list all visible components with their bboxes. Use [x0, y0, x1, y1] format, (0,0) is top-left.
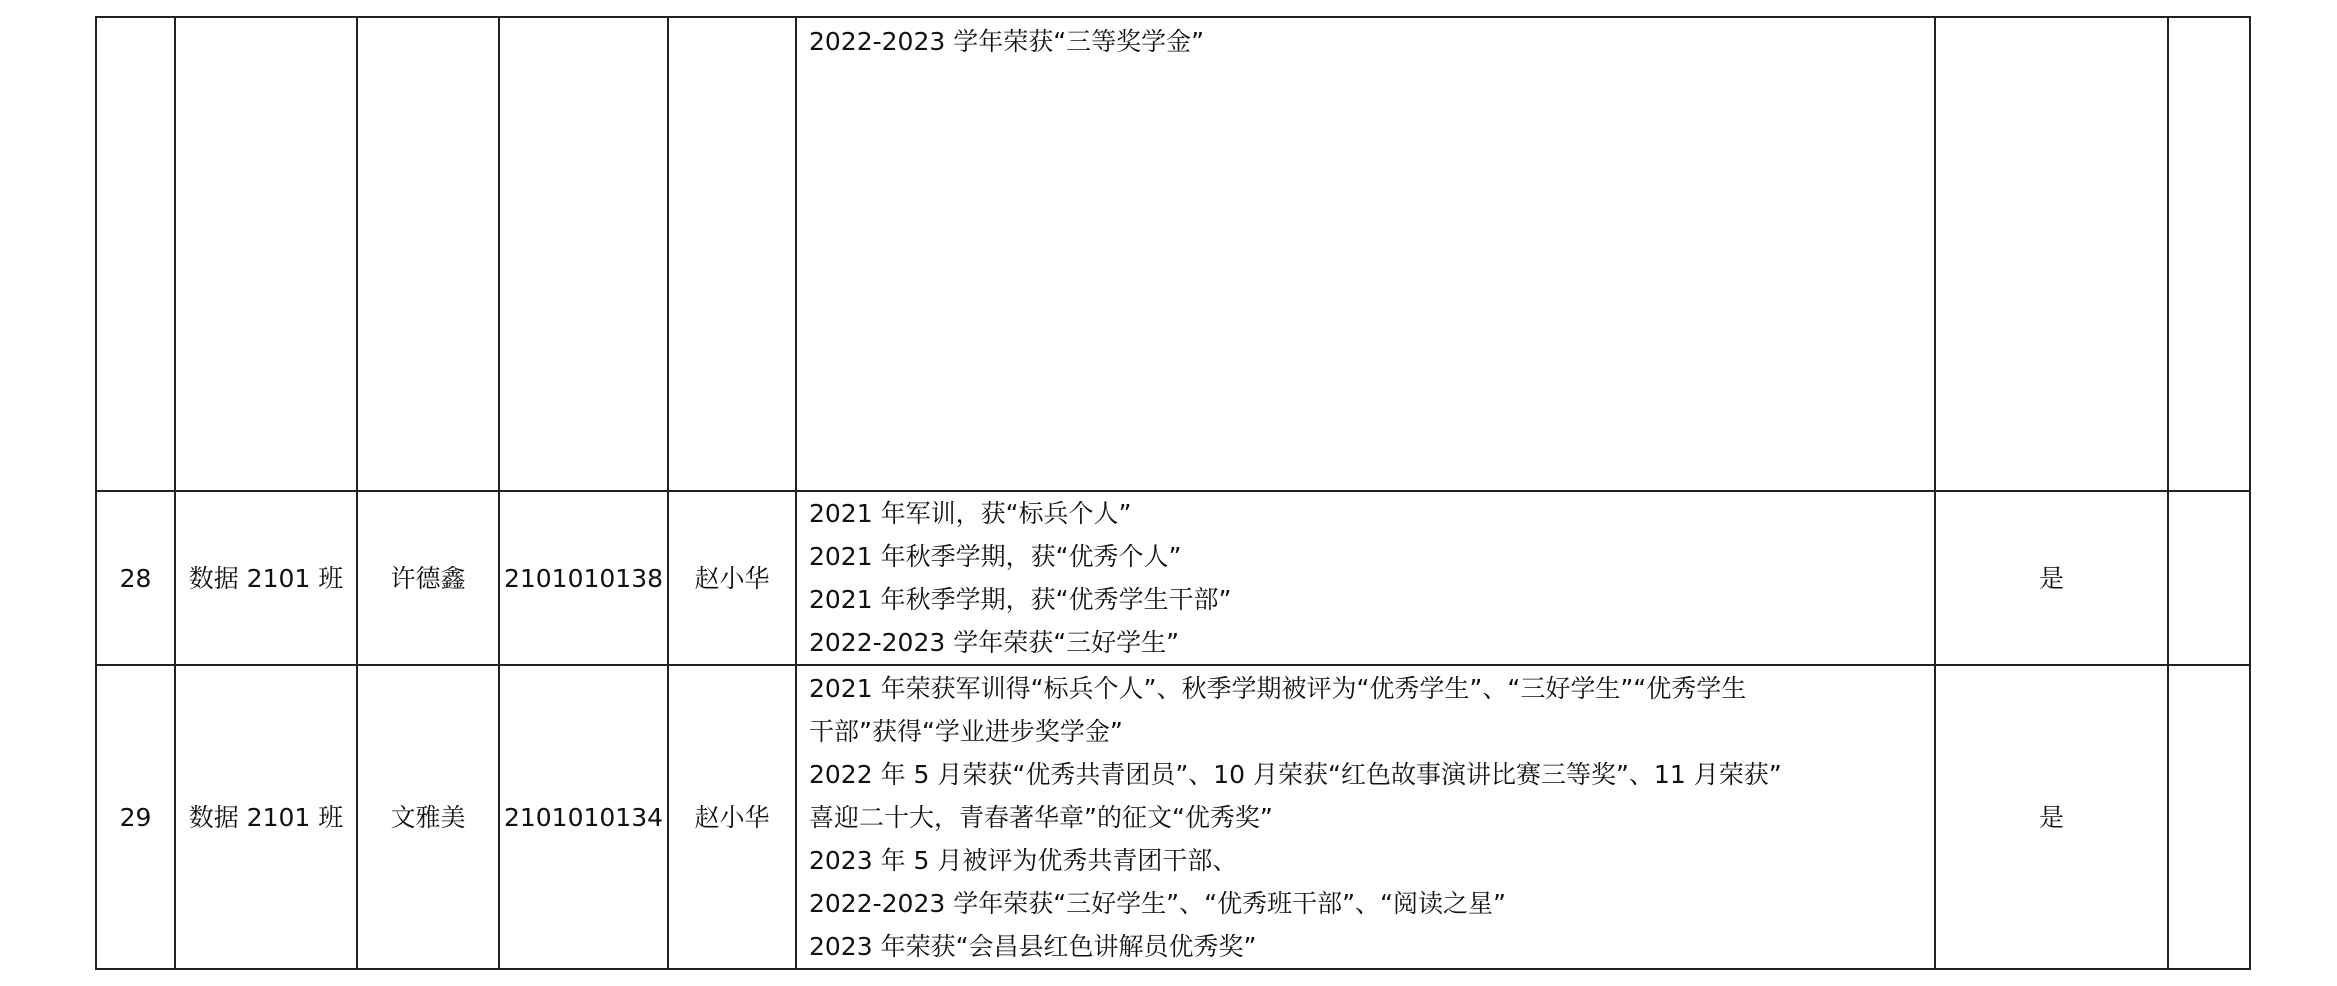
qualified-cell: 是 [1935, 491, 2168, 665]
row-number-cell: 28 [96, 491, 175, 665]
award-line: 喜迎二十大，青春著华章”的征文“优秀奖” [809, 802, 1273, 832]
award-line: 2021 年荣获军训得“标兵个人”、秋季学期被评为“优秀学生”、“三好学生”“优秀学生 [809, 673, 1747, 703]
qualified-cell: 是 [1935, 665, 2168, 969]
student-id-cell: 2101010134 [499, 665, 668, 969]
table-row [96, 17, 2250, 491]
name-cell: 许德鑫 [357, 491, 499, 665]
advisor-cell [668, 17, 796, 491]
table-row [96, 665, 2250, 969]
award-line: 2021 年军训，获“标兵个人” [809, 499, 1132, 528]
award-line: 2023 年 5 月被评为优秀共青团干部、 [809, 845, 1238, 875]
advisor-cell: 赵小华 [668, 491, 796, 665]
advisor-cell: 赵小华 [668, 665, 796, 969]
qualified-cell [1935, 17, 2168, 491]
table-row [96, 491, 2250, 665]
class-cell [175, 17, 357, 491]
remark-cell [2168, 17, 2250, 491]
student-id-cell: 2101010138 [499, 491, 668, 665]
award-line: 2021 年秋季学期，获“优秀个人” [809, 542, 1182, 571]
award-line: 2023 年荣获“会昌县红色讲解员优秀奖” [809, 931, 1257, 961]
award-line: 2022-2023 学年荣获“三好学生” [809, 628, 1180, 657]
row-number-cell: 29 [96, 665, 175, 969]
awards-cell [796, 17, 1935, 491]
award-line: 2021 年秋季学期，获“优秀学生干部” [809, 585, 1232, 614]
award-line: 2022-2023 学年荣获“三等奖学金” [809, 27, 1205, 56]
awards-cell [796, 491, 1935, 665]
award-line: 干部”获得“学业进步奖学金” [809, 716, 1123, 746]
class-cell: 数据 2101 班 [175, 665, 357, 969]
row-number-cell [96, 17, 175, 491]
name-cell: 文雅美 [357, 665, 499, 969]
remark-cell [2168, 491, 2250, 665]
class-cell: 数据 2101 班 [175, 491, 357, 665]
award-line: 2022 年 5 月荣获“优秀共青团员”、10 月荣获“红色故事演讲比赛三等奖”、11 月荣获” [809, 759, 1782, 789]
student-id-cell [499, 17, 668, 491]
name-cell [357, 17, 499, 491]
remark-cell [2168, 665, 2250, 969]
award-line: 2022-2023 学年荣获“三好学生”、“优秀班干部”、“阅读之星” [809, 888, 1506, 918]
awards-cell [796, 665, 1935, 969]
awards-table [95, 16, 2251, 970]
